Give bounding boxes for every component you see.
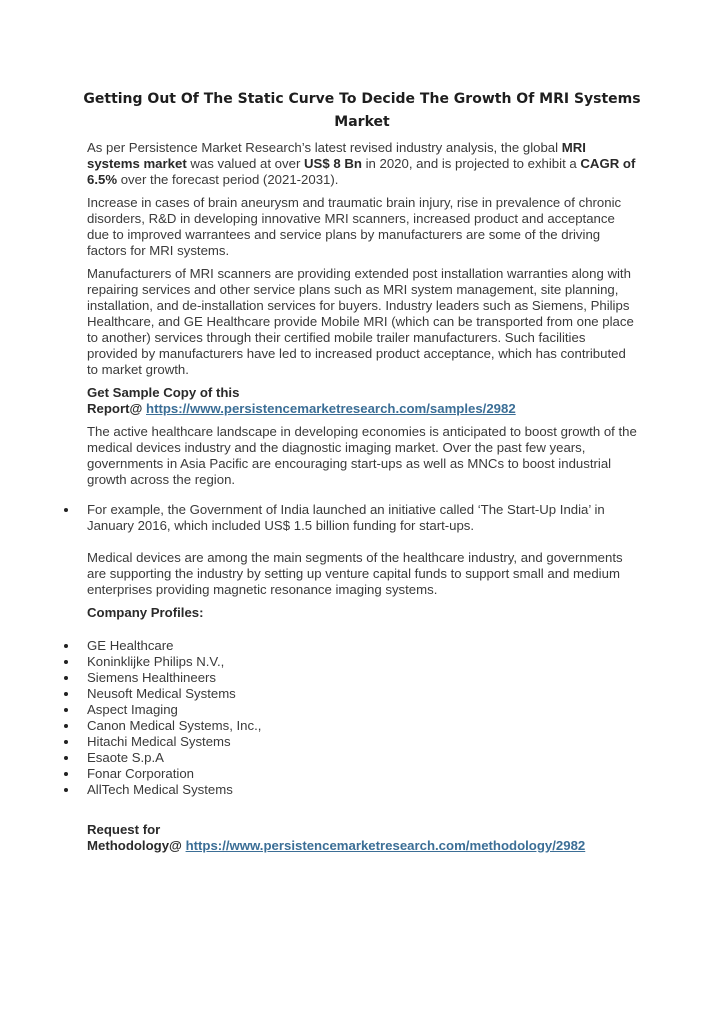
intro-bold-value: US$ 8 Bn [304,156,362,171]
example-list [87,502,637,534]
company-name: Hitachi Medical Systems [87,734,231,749]
company-name: Canon Medical Systems, Inc., [87,718,262,733]
manufacturers-paragraph: Manufacturers of MRI scanners are providing extended post installation warranties along with repairing services and other service plans such as MRI system management, site planning, installation, and de-installation services for buyers. Industry leaders such as Siemens, Philips Healthcare, and GE Healthcare provide Mobile MRI (which can be transported from one place to another) services through their certified mobile trailer manufacturers. Such facilities provided by manufacturers have led to increased product acceptance, which has contributed to market growth. [87,266,634,377]
company-heading-text: Company Profiles: [87,605,204,620]
bullet-icon [64,644,68,648]
document-page [83,88,641,861]
list-item [87,718,637,734]
methodology-link[interactable]: https://www.persistencemarketresearch.com/methodology/2982 [185,838,586,853]
company-name: Esaote S.p.A [87,750,164,765]
methodology-label-line2: Methodology@ [87,838,186,853]
list-item [87,750,637,766]
bullet-icon [64,660,68,664]
list-item [87,686,637,702]
sample-label-line1: Get Sample Copy of this [87,385,240,400]
drivers-paragraph: Increase in cases of brain aneurysm and traumatic brain injury, rise in prevalence of chronic disorders, R&D in developing innovative MRI scanners, increased product and acceptance due to improved warrantees and service plans by manufacturers are some of the driving factors for MRI systems. [87,195,622,258]
list-item [87,638,637,654]
intro-text-2: was valued at over [186,156,305,171]
company-name: Neusoft Medical Systems [87,686,236,701]
bullet-icon [64,740,68,744]
company-name: AllTech Medical Systems [87,782,233,797]
list-item [87,502,637,534]
intro-text-3: in 2020, and is projected to exhibit a [361,156,581,171]
bullet-icon [64,692,68,696]
methodology-request [87,822,637,854]
company-name: Fonar Corporation [87,766,195,781]
document-title: Getting Out Of The Static Curve To Decide The Growth Of MRI Systems Market [83,91,641,130]
intro-paragraph [87,140,637,188]
bullet-icon [64,508,68,512]
intro-text-1: As per Persistence Market Research’s latest revised industry analysis, the global [87,140,562,155]
bullet-icon [64,756,68,760]
intro-bold-cagr: CAGR of 6.5% [87,156,636,187]
list-item [87,766,637,782]
list-item [87,734,637,750]
sample-label-line2: Report@ [87,401,147,416]
bullet-icon [64,788,68,792]
sample-request [87,385,637,417]
bullet-icon [64,772,68,776]
bullet-icon [64,724,68,728]
intro-bold-market: MRI systems market [87,140,586,171]
medical-devices-paragraph: Medical devices are among the main segments of the healthcare industry, and governments are supporting the industry by setting up venture capital funds to support small and medium enterprises providing magnetic resonance imaging systems. [87,550,623,597]
company-name: GE Healthcare [87,638,174,653]
landscape-paragraph: The active healthcare landscape in developing economies is anticipated to boost growth of the medical devices industry and the diagnostic imaging market. Over the past few years, governments in Asia Pacific are encouraging start-ups as well as MNCs to boost industrial growth across the region. [87,424,637,487]
intro-text-4: over the forecast period (2021-2031). [117,172,339,187]
company-name: Siemens Healthineers [87,670,217,685]
list-item [87,782,637,798]
sample-link[interactable]: https://www.persistencemarketresearch.com/samples/2982 [146,401,516,416]
company-name: Koninklijke Philips N.V., [87,654,225,669]
bullet-icon [64,676,68,680]
company-heading [87,605,637,621]
example-text: For example, the Government of India launched an initiative called ‘The Start-Up India’ in January 2016, which included US$ 1.5 billion funding for start-ups. [87,502,605,533]
bullet-icon [64,708,68,712]
list-item [87,654,637,670]
company-list [87,638,637,798]
list-item [87,702,637,718]
company-name: Aspect Imaging [87,702,178,717]
methodology-label-line1: Request for [87,822,161,837]
list-item [87,670,637,686]
